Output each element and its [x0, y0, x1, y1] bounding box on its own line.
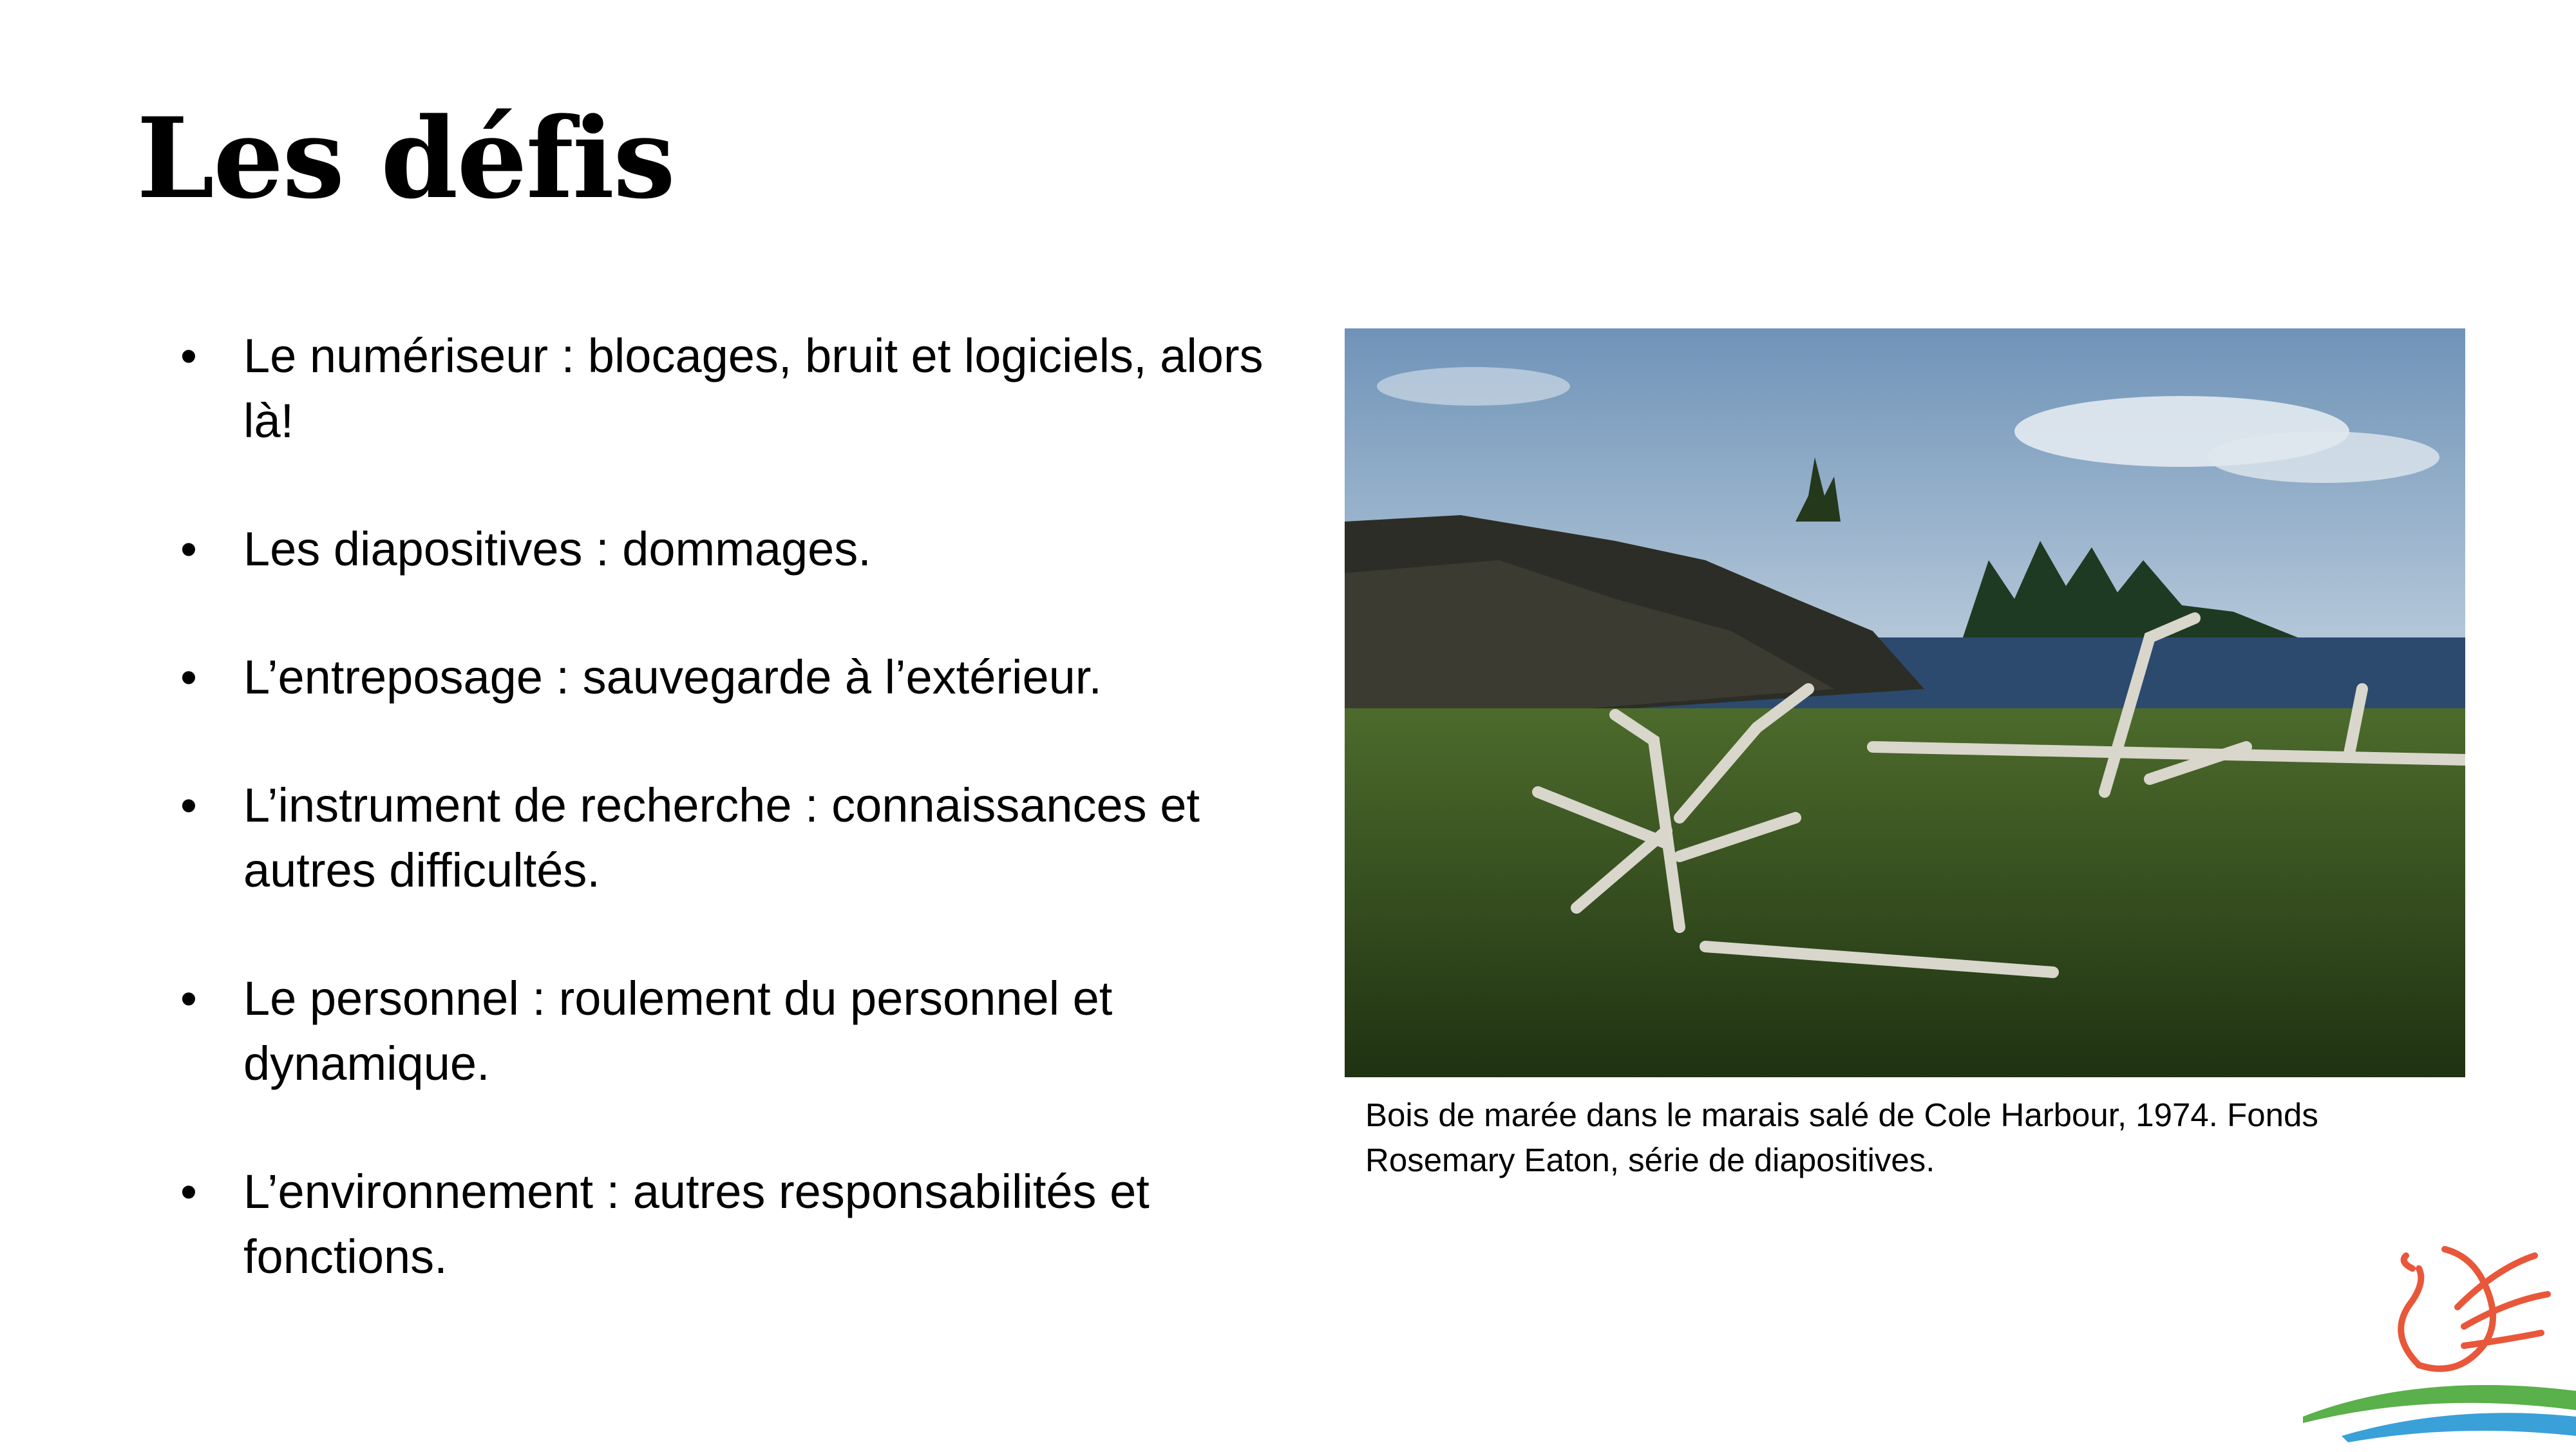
bullet-text: Les diapositives : dommages.	[243, 522, 871, 576]
bullet-item	[180, 966, 1275, 1096]
bullet-text: L’environnement : autres responsabilités et fonctions.	[243, 1165, 1150, 1283]
slide-title: Les défis	[137, 93, 674, 223]
bullet-dot: •	[180, 522, 197, 576]
bullet-text: L’instrument de recherche : connaissances et autres difficultés.	[243, 778, 1200, 897]
bullet-item	[180, 516, 1275, 581]
bullet-text: Le personnel : roulement du personnel et dynamique.	[243, 972, 1113, 1090]
bullet-dot: •	[180, 329, 197, 382]
photo-caption: Bois de marée dans le marais salé de Cole Harbour, 1974. Fonds Rosemary Eaton, série de diapositives.	[1365, 1097, 2318, 1178]
bullet-dot: •	[180, 1165, 197, 1218]
bullet-dot: •	[180, 778, 197, 832]
bullet-item	[180, 645, 1275, 710]
bullet-dot: •	[180, 972, 197, 1025]
bullet-text: Le numériseur : blocages, bruit et logiciels, alors là!	[243, 329, 1264, 448]
landscape-photo	[1345, 328, 2465, 1077]
bullet-item	[180, 1159, 1275, 1289]
bullet-text: L’entreposage : sauvegarde à l’extérieur.	[243, 650, 1102, 704]
bullet-dot: •	[180, 650, 197, 704]
bullet-list	[180, 323, 1275, 1352]
bullet-item	[180, 773, 1275, 903]
bullet-item	[180, 323, 1275, 453]
rooster-logo-icon	[2290, 1230, 2576, 1449]
